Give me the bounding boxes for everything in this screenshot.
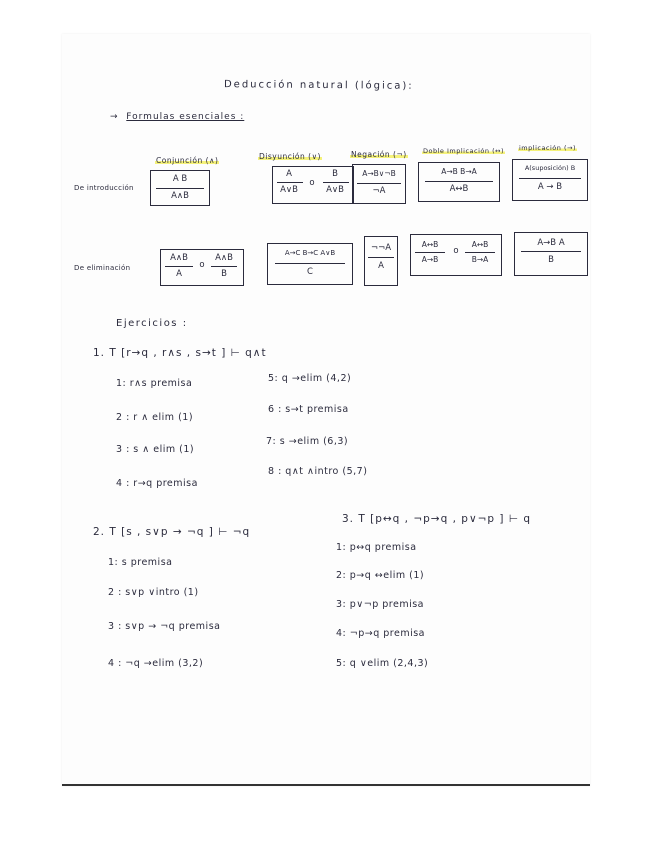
exercise-3-step: 3: p∨¬p premisa	[336, 599, 424, 610]
rule-box-conj-intro: A B A∧B	[150, 170, 210, 206]
exercise-2-step: 3 : s∨p → ¬q premisa	[108, 621, 221, 632]
scan-edge	[62, 784, 590, 786]
exercise-2-step: 1: s premisa	[108, 557, 173, 568]
rule-box-dimp-intro: A→B B→A A↔B	[418, 162, 500, 202]
exercise-1-step: 1: r∧s premisa	[116, 378, 193, 389]
header-disyuncion: Disyunción (∨)	[259, 152, 321, 161]
exercise-1-step: 3 : s ∧ elim (1)	[116, 444, 195, 455]
header-negacion: Negación (¬)	[351, 150, 407, 159]
exercise-1-step: 4 : r→q premisa	[116, 478, 198, 489]
exercise-3-step: 4: ¬p→q premisa	[336, 628, 426, 639]
header-implicacion: implicación (→)	[519, 144, 576, 152]
exercise-2-step: 2 : s∨p ∨intro (1)	[108, 587, 199, 598]
ejercicios-heading: Ejercicios :	[116, 318, 188, 329]
exercise-2-step: 4 : ¬q →elim (3,2)	[108, 658, 204, 669]
section-heading-text: Formulas esenciales :	[126, 112, 245, 122]
exercise-1-step: 6 : s→t premisa	[268, 404, 349, 415]
rule-box-dimp-elim: A↔B A→B o A↔B B→A	[410, 234, 502, 276]
exercise-1-step: 5: q →elim (4,2)	[268, 373, 352, 384]
page-title: Deducción natural (lógica):	[223, 79, 414, 92]
rule-box-conj-elim: A∧B A o A∧B B	[160, 249, 244, 286]
header-conjuncion: Conjunción (∧)	[156, 156, 219, 165]
exercise-3-step: 2: p→q ↔elim (1)	[336, 570, 425, 581]
section-heading	[110, 112, 244, 122]
exercise-3-step: 1: p↔q premisa	[336, 542, 417, 553]
exercise-3-statement: 3. T [p↔q , ¬p→q , p∨¬p ] ⊢ q	[342, 513, 532, 525]
exercise-1-statement: 1. T [r→q , r∧s , s→t ] ⊢ q∧t	[93, 347, 267, 359]
arrow-icon: →	[110, 112, 119, 122]
rule-box-disy-elim: A→C B→C A∨B C	[267, 243, 353, 285]
rule-box-imp-elim: A→B A B	[514, 232, 588, 276]
rule-box-neg-intro: A→B∨¬B ¬A	[352, 164, 406, 204]
exercise-1-step: 2 : r ∧ elim (1)	[116, 412, 194, 423]
rule-box-imp-intro: A(suposición) B A → B	[512, 159, 588, 201]
rule-box-neg-elim: ¬¬A A	[364, 236, 398, 286]
exercise-1-step: 8 : q∧t ∧intro (5,7)	[268, 466, 368, 477]
exercise-3-step: 5: q ∨elim (2,4,3)	[336, 658, 429, 669]
row-label-eliminacion: De eliminación	[74, 264, 131, 272]
exercise-1-step: 7: s →elim (6,3)	[266, 436, 349, 447]
header-doble-implicacion: Doble Implicación (↔)	[423, 147, 505, 155]
row-label-introduccion: De introducción	[74, 184, 134, 192]
rule-box-disy-intro: A A∨B o B A∨B	[272, 166, 354, 204]
exercise-2-statement: 2. T [s , s∨p → ¬q ] ⊢ ¬q	[93, 526, 251, 538]
